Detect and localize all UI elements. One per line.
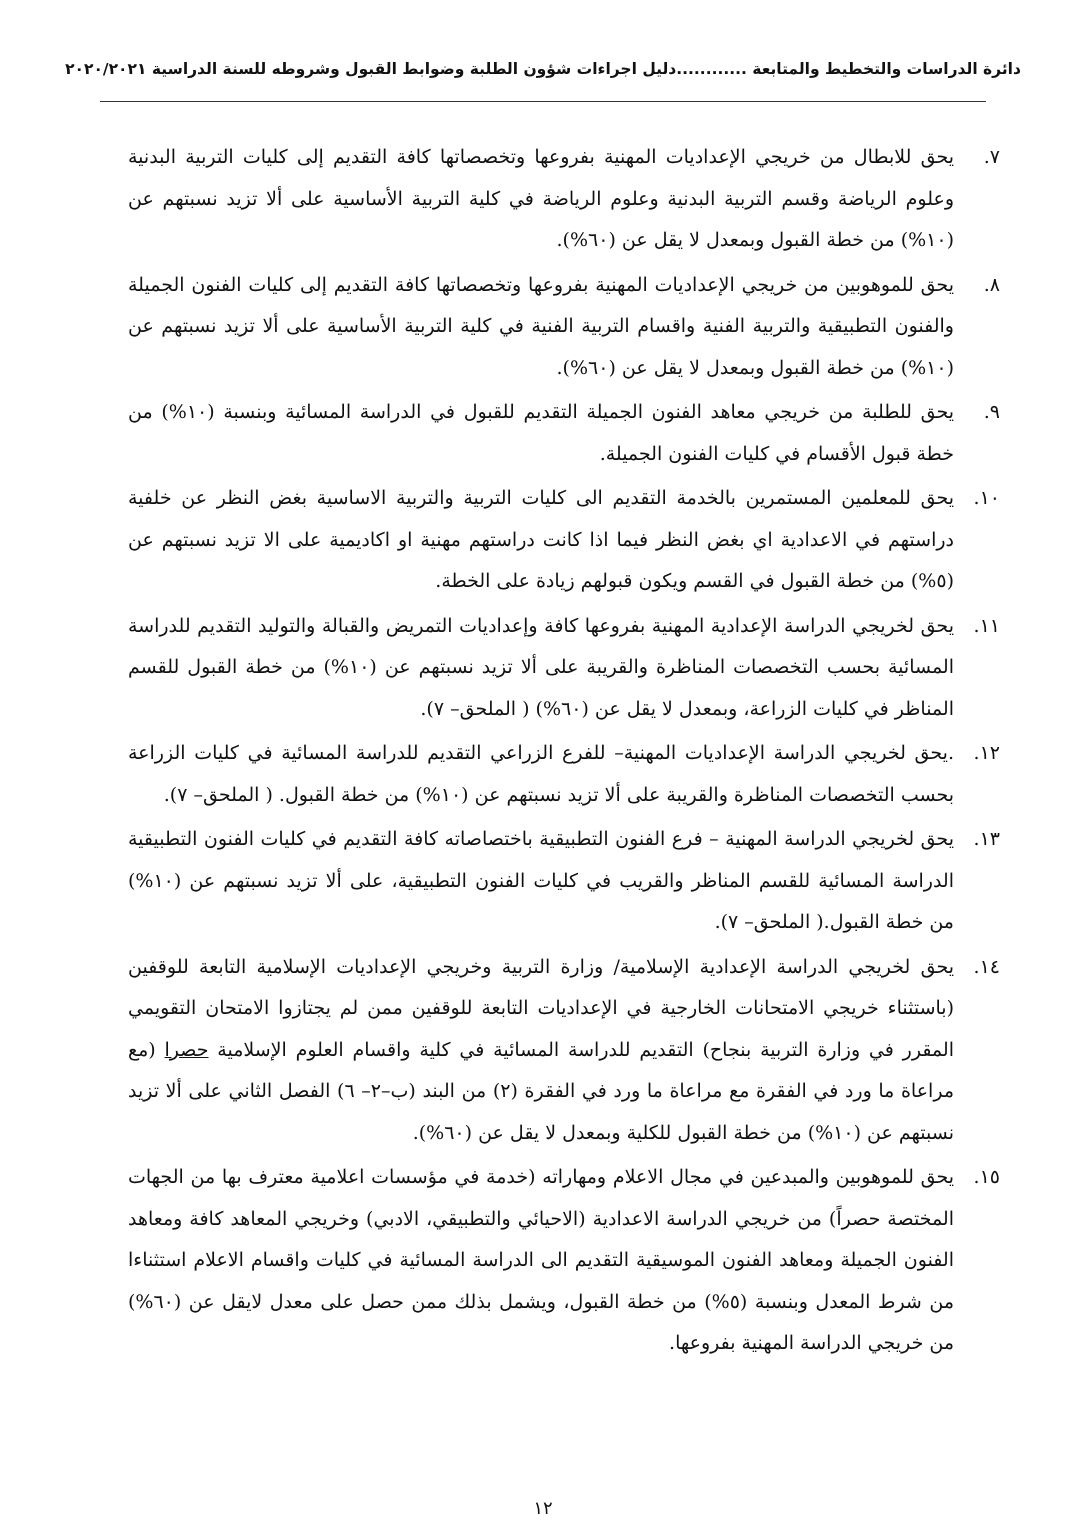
document-body [128, 137, 1000, 1368]
item-number: ١١. [973, 614, 1000, 637]
page-header: دائرة الدراسات والتخطيط والمتابعة ............دليل اجراءات شؤون الطلبة وضوابط القبول وشروطه للسنة الدراسية ٢٠٢٠/٢٠٢١ [65, 60, 1021, 78]
item-text: يحق للموهوبين من خريجي الإعداديات المهنية بفروعها وتخصصاتها كافة التقديم إلى كليات الفنون الجميلة والفنون التطبيقية والتربية الفنية واقسام التربية الفنية في كلية التربية الأساسية على ألا تزيد نسبتهم عن (١٠%) من خطة القبول وبمعدل لا يقل عن (٦٠%). [128, 273, 954, 379]
item-number: ٩. [983, 401, 1000, 423]
header-divider [100, 101, 986, 102]
item-number: ١٢. [973, 742, 1000, 764]
underlined-text: حصرا [164, 1038, 209, 1061]
item-text: .يحق لخريجي الدراسة الإعداديات المهنية– للفرع الزراعي التقديم للدراسة المسائية في كليات الزراعة بحسب التخصصات المناظرة والقريبة على ألا تزيد نسبتهم عن (١٠%) من خطة القبول. ( الملحق– ٧). [128, 742, 954, 806]
list-item-7 [128, 137, 1000, 262]
list-item-13 [128, 819, 1000, 944]
item-text-part: يحق لخريجي الدراسة الإعدادية الإسلامية/ وزارة التربية وخريجي الإعداديات الإسلامية التابعة للوقفين (باستثناء خريجي الامتحانات الخارجية في الإعداديات التابعة للوقفين ممن لم يجتازوا الامتحان التقويمي المقرر في وزارة التربية بنجاح) التقديم للدراسة المسائية في كلية واقسام العلوم الإسلامية [128, 955, 954, 1061]
list-item-11 [128, 606, 1000, 731]
item-text: يحق للابطال من خريجي الإعداديات المهنية بفروعها وتخصصاتها كافة التقديم إلى كليات التربية البدنية وعلوم الرياضة وقسم التربية البدنية وعلوم الرياضة في كلية التربية الأساسية على ألا تزيد نسبتهم عن (١٠%) من خطة القبول وبمعدل لا يقل عن (٦٠%). [128, 146, 954, 251]
item-number: ٧. [983, 146, 1000, 168]
item-text: يحق للطلبة من خريجي معاهد الفنون الجميلة التقديم للقبول في الدراسة المسائية وبنسبة (١٠%) من خطة قبول الأقسام في كليات الفنون الجميلة. [128, 401, 954, 465]
item-text: يحق لخريجي الدراسة الإعدادية المهنية بفروعها كافة وإعداديات التمريض والقبالة والتوليد التقديم للدراسة المسائية بحسب التخصصات المناظرة والقريبة على ألا تزيد نسبتهم عن (١٠%) من خطة القبول للقسم المناظر في كليات الزراعة، وبمعدل لا يقل عن (٦٠%) ( الملحق– ٧). [128, 614, 954, 720]
item-number: ١٥. [973, 1166, 1000, 1188]
item-number: ٨. [983, 273, 1000, 296]
list-item-15 [128, 1157, 1000, 1365]
list-item-9 [128, 392, 1000, 475]
item-number: ١٤. [973, 955, 1000, 978]
item-text: يحق للمعلمين المستمرين بالخدمة التقديم الى كليات التربية والتربية الاساسية بغض النظر عن خلفية دراستهم في الاعدادية اي بغض النظر فيما اذا كانت دراستهم مهنية او اكاديمية على الا تزيد نسبتهم عن (٥%) من خطة القبول في القسم ويكون قبولهم زيادة على الخطة. [128, 487, 954, 592]
page-number: ١٢ [533, 1498, 553, 1519]
item-text-part: (مع مراعاة ما ورد في الفقرة مع مراعاة ما ورد في الفقرة (٢) من البند (ب–٢– ٦) الفصل الثاني على ألا تزيد نسبتهم عن (١٠%) من خطة القبول للكلية وبمعدل لا يقل عن (٦٠%). [128, 1038, 955, 1144]
list-item-8 [128, 265, 1000, 390]
item-number: ١٠. [973, 487, 1000, 509]
item-text [128, 947, 954, 1155]
item-text: يحق للموهوبين والمبدعين في مجال الاعلام ومهاراته (خدمة في مؤسسات اعلامية معترف بها من الجهات المختصة حصراً) من خريجي الدراسة الاعدادية (الاحيائي والتطبيقي، الادبي) وخريجي المعاهد كافة ومعاهد الفنون الجميلة ومعاهد الفنون الموسيقية التقديم الى الدراسة المسائية في كليات واقسام الاعلام استثناءا من شرط المعدل وبنسبة (٥%) من خطة القبول، ويشمل بذلك ممن حصل على معدل لايقل عن (٦٠%) من خريجي الدراسة المهنية بفروعها. [128, 1166, 954, 1354]
item-number: ١٣. [973, 828, 1000, 850]
list-item-14 [128, 947, 1000, 1155]
item-text: يحق لخريجي الدراسة المهنية – فرع الفنون التطبيقية باختصاصاته كافة التقديم في كليات الفنون التطبيقية الدراسة المسائية للقسم المناظر والقريب في كليات الفنون التطبيقية، على ألا تزيد نسبتهم عن (١٠%) من خطة القبول.( الملحق– ٧). [128, 828, 954, 933]
list-item-10 [128, 478, 1000, 603]
list-item-12 [128, 733, 1000, 816]
